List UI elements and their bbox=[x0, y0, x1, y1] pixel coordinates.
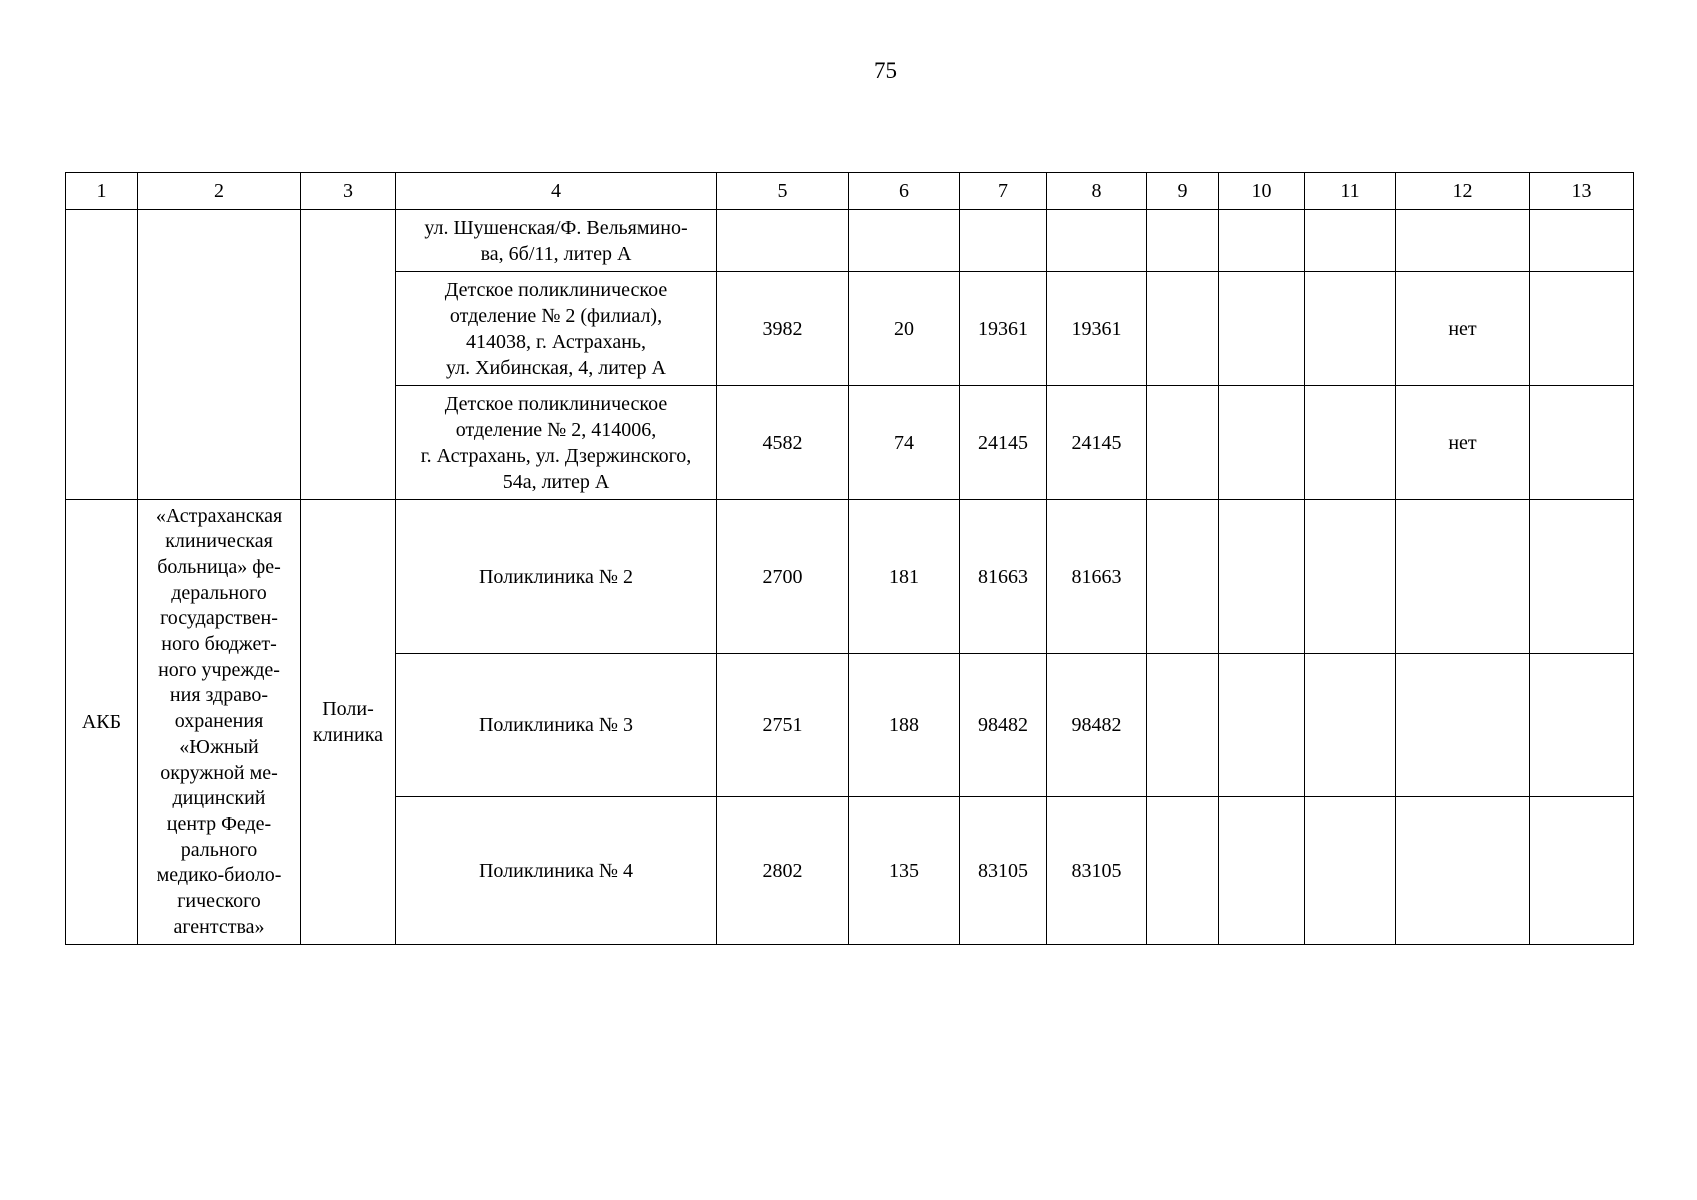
cell-col12: нет bbox=[1396, 272, 1530, 386]
column-header: 1 bbox=[66, 173, 138, 210]
cell-col6: 188 bbox=[849, 654, 960, 797]
cell bbox=[1305, 210, 1396, 272]
cell-col8: 83105 bbox=[1047, 797, 1147, 945]
cell bbox=[1305, 386, 1396, 500]
cell-col7: 81663 bbox=[960, 500, 1047, 654]
cell-col8: 81663 bbox=[1047, 500, 1147, 654]
cell-col7: 83105 bbox=[960, 797, 1047, 945]
cell bbox=[1305, 272, 1396, 386]
cell bbox=[1147, 797, 1219, 945]
cell bbox=[1396, 797, 1530, 945]
cell-address: Поликлиника № 2 bbox=[396, 500, 717, 654]
cell bbox=[1530, 386, 1634, 500]
cell bbox=[1047, 210, 1147, 272]
cell-col5: 3982 bbox=[717, 272, 849, 386]
cell-col8: 98482 bbox=[1047, 654, 1147, 797]
cell bbox=[1396, 210, 1530, 272]
cell bbox=[1147, 272, 1219, 386]
column-header: 8 bbox=[1047, 173, 1147, 210]
cell-organization bbox=[138, 210, 301, 500]
cell bbox=[1219, 272, 1305, 386]
cell bbox=[1219, 500, 1305, 654]
cell bbox=[1305, 654, 1396, 797]
cell bbox=[1396, 654, 1530, 797]
cell-organization: «Астраханская клиническая больница» фе- дерального государствен- ного бюджет- ного учрежде- ния здраво- охранения «Южный окружной ме- дицинский центр Феде- рального медико-биоло- гического агентства» bbox=[138, 500, 301, 945]
cell-address: Поликлиника № 4 bbox=[396, 797, 717, 945]
cell bbox=[1147, 210, 1219, 272]
cell-col6: 20 bbox=[849, 272, 960, 386]
cell-col7: 19361 bbox=[960, 272, 1047, 386]
column-header: 7 bbox=[960, 173, 1047, 210]
column-header: 3 bbox=[301, 173, 396, 210]
page-number: 75 bbox=[874, 58, 897, 83]
cell bbox=[1396, 500, 1530, 654]
cell bbox=[717, 210, 849, 272]
cell bbox=[1530, 210, 1634, 272]
cell-address: Детское поликлиническое отделение № 2, 414006, г. Астрахань, ул. Дзержинского, 54а, литер А bbox=[396, 386, 717, 500]
column-header: 6 bbox=[849, 173, 960, 210]
data-table bbox=[65, 172, 1634, 945]
column-header: 9 bbox=[1147, 173, 1219, 210]
cell-col7: 24145 bbox=[960, 386, 1047, 500]
cell-col8: 19361 bbox=[1047, 272, 1147, 386]
column-header: 10 bbox=[1219, 173, 1305, 210]
cell-col6: 74 bbox=[849, 386, 960, 500]
column-header: 2 bbox=[138, 173, 301, 210]
cell bbox=[1305, 797, 1396, 945]
cell-col7: 98482 bbox=[960, 654, 1047, 797]
cell-col5: 2751 bbox=[717, 654, 849, 797]
cell bbox=[1530, 272, 1634, 386]
column-header-row bbox=[66, 173, 1634, 210]
cell-address: ул. Шушенская/Ф. Вельямино- ва, 6б/11, литер А bbox=[396, 210, 717, 272]
cell bbox=[1147, 654, 1219, 797]
table-row bbox=[66, 210, 1634, 272]
column-header: 13 bbox=[1530, 173, 1634, 210]
cell-col5: 2802 bbox=[717, 797, 849, 945]
cell-col6: 181 bbox=[849, 500, 960, 654]
cell bbox=[849, 210, 960, 272]
cell-col5: 2700 bbox=[717, 500, 849, 654]
cell bbox=[1530, 654, 1634, 797]
cell bbox=[1530, 797, 1634, 945]
cell-type: Поли- клиника bbox=[301, 500, 396, 945]
table-row bbox=[66, 500, 1634, 654]
cell-type bbox=[301, 210, 396, 500]
cell bbox=[1219, 797, 1305, 945]
cell-col6: 135 bbox=[849, 797, 960, 945]
cell-code: АКБ bbox=[66, 500, 138, 945]
cell-address: Поликлиника № 3 bbox=[396, 654, 717, 797]
column-header: 12 bbox=[1396, 173, 1530, 210]
cell-col5: 4582 bbox=[717, 386, 849, 500]
cell-col12: нет bbox=[1396, 386, 1530, 500]
cell-col8: 24145 bbox=[1047, 386, 1147, 500]
cell bbox=[1147, 386, 1219, 500]
cell bbox=[1219, 386, 1305, 500]
cell bbox=[1219, 654, 1305, 797]
cell bbox=[1219, 210, 1305, 272]
cell bbox=[1305, 500, 1396, 654]
column-header: 11 bbox=[1305, 173, 1396, 210]
cell-address: Детское поликлиническое отделение № 2 (филиал), 414038, г. Астрахань, ул. Хибинская, 4, литер А bbox=[396, 272, 717, 386]
cell bbox=[960, 210, 1047, 272]
cell bbox=[1147, 500, 1219, 654]
column-header: 5 bbox=[717, 173, 849, 210]
cell bbox=[1530, 500, 1634, 654]
cell-code bbox=[66, 210, 138, 500]
column-header: 4 bbox=[396, 173, 717, 210]
